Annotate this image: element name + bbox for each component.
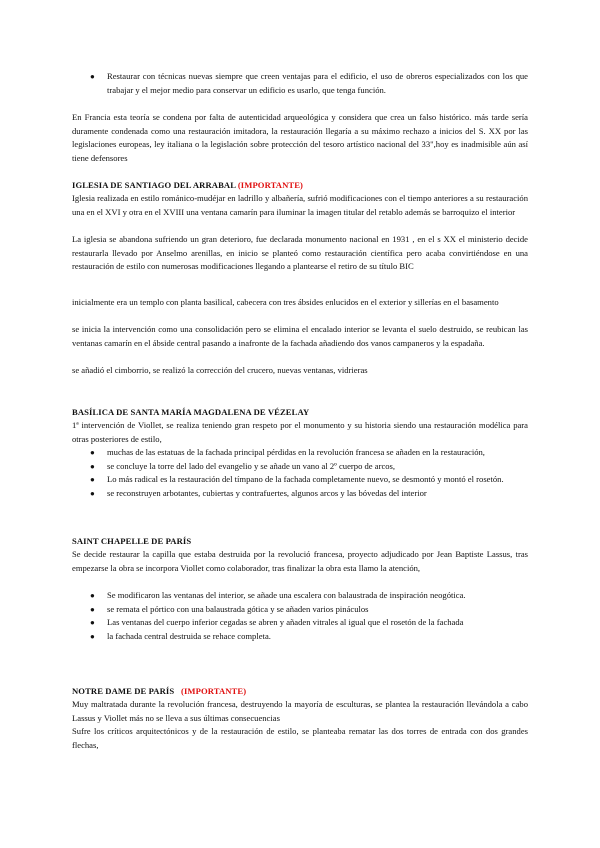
- list-item: [72, 616, 528, 630]
- important-tag: (IMPORTANTE): [237, 180, 304, 190]
- bullet-text: Se modificaron las ventanas del interior, se añade una escalera con balaustrada de inspiración neogótica.: [107, 590, 466, 600]
- bullet-text: se reconstruyen arbotantes, cubiertas y contrafuertes, algunos arcos y las bóvedas del interior: [107, 487, 427, 498]
- santiago-paragraph-1: Iglesia realizada en estilo románico-mudéjar en ladrillo y albañería, sufrió modificaciones con el tiempo anteriores a su restauración una en el XVI y otra en el XVIII una ventana camarín para iluminar la imagen titular del retablo además se barroquizo el interior: [72, 193, 528, 217]
- bullet-icon: ●: [90, 631, 95, 641]
- bullet-icon: ●: [90, 475, 95, 485]
- section-heading-chapelle: SAINT CHAPELLE DE PARÍS: [72, 536, 192, 546]
- list-item: [72, 487, 528, 501]
- bullet-icon: ●: [90, 448, 95, 457]
- section-heading-notredame: [72, 685, 528, 699]
- chapelle-bullet-list: [72, 589, 528, 643]
- bullet-text: la fachada central destruida se rehace completa.: [107, 630, 271, 641]
- heading-text: IGLESIA DE SANTIAGO DEL ARRABAL: [72, 180, 236, 190]
- bullet-icon: ●: [90, 488, 95, 498]
- list-item: [72, 630, 528, 644]
- bullet-icon: ●: [90, 591, 95, 600]
- bullet-text: Restaurar con técnicas nuevas siempre que creen ventajas para el edificio, el uso de obreros especializados con los que trabajar y el mejor medio para conservar un edificio es usarlo, que tenga función.: [107, 71, 528, 95]
- santiago-paragraph-5: se añadió el cimborrio, se realizó la corrección del crucero, nuevas ventanas, vidrieras: [72, 365, 368, 375]
- bullet-icon: ●: [90, 604, 95, 614]
- santiago-paragraph-2: La iglesia se abandona sufriendo un gran deterioro, fue declarada monumento nacional en 1931 , en el s XX el ministerio decide restaurarla llevado por Anselmo arenillas, en inicio se planteó como restauración científica pero acaba convirtiéndose en una restauración de estilo con numerosas modificaciones llegando a plantearse el retiro de su título BIC: [72, 234, 528, 272]
- vezelay-bullet-list: [72, 446, 528, 500]
- list-item: [72, 70, 528, 97]
- vezelay-paragraph-1: 1ª intervención de Viollet, se realiza teniendo gran respeto por el monumento y su historia siendo una restauración modélica para otras posteriores de estilo,: [72, 420, 528, 444]
- bullet-icon: ●: [90, 618, 95, 628]
- bullet-icon: ●: [90, 72, 95, 81]
- notredame-paragraph-1: Muy maltratada durante la revolución francesa, destruyendo la mayoría de esculturas, se plantea la restauración llevándola a cabo Lassus y Viollet más no se lleva a sus últimas consecuencias: [72, 699, 528, 723]
- bullet-text: se remata el pórtico con una balaustrada gótica y se añaden varios pináculos: [107, 603, 369, 614]
- bullet-text: Lo más radical es la restauración del tímpano de la fachada completamente nuevo, se desmontó y montó el rosetón.: [107, 474, 504, 485]
- list-item: [72, 589, 528, 603]
- bullet-icon: ●: [90, 461, 95, 471]
- santiago-paragraph-4: se inicia la intervención como una consolidación pero se elimina el encalado interior se levanta el suelo destruido, se reubican las ventanas camarín en el ábside central pasando a inafronte de la fachada añadiendo dos vanos campaneros y la espadaña.: [72, 324, 528, 348]
- bullet-text: se concluye la torre del lado del evangelio y se añade un vano al 2º cuerpo de arcos,: [107, 460, 396, 471]
- section-heading-vezelay: BASÍLICA DE SANTA MARÍA MAGDALENA DE VÉZELAY: [72, 407, 310, 417]
- intro-paragraph: En Francia esta teoría se condena por falta de autenticidad arqueológica y considera que crea un falso histórico. más tarde sería duramente condenada como una restauración imitadora, la restauración llegaría a su máximo rechazo a inicios del S. XX por las legislaciones europeas, ley italiana o la legislación sobre protección del tesoro artístico nacional del 33",hoy es inadmisible aún así tiene defensores: [72, 112, 528, 163]
- bullet-text: muchas de las estatuas de la fachada principal pérdidas en la revolución francesa se añaden en la restauración,: [107, 447, 485, 457]
- chapelle-paragraph-1: Se decide restaurar la capilla que estaba destruida por la revolució francesa, proyecto adjudicado por Jean Baptiste Lassus, tras empezarse la obra se incorpora Viollet como colaborador, tras finalizar la obra esta llamo la atención,: [72, 549, 528, 573]
- notredame-paragraph-2: Sufre los críticos arquitectónicos y de la restauración de estilo, se planteaba rematar las dos torres de entrada con dos grandes flechas,: [72, 726, 528, 750]
- santiago-paragraph-3: inicialmente era un templo con planta basilical, cabecera con tres ábsides enlucidos en el exterior y sillerías en el basamento: [72, 297, 499, 307]
- heading-text: NOTRE DAME DE PARÍS: [72, 686, 175, 696]
- list-item: [72, 473, 528, 487]
- list-item: [72, 446, 528, 460]
- list-item: [72, 603, 528, 617]
- bullet-text: Las ventanas del cuerpo inferior cegadas se abren y añaden vitrales al igual que el rosetón de la fachada: [107, 617, 464, 628]
- section-heading-santiago: [72, 179, 528, 193]
- important-tag: (IMPORTANTE): [181, 686, 247, 696]
- list-item: [72, 460, 528, 474]
- top-bullet-list: [72, 70, 528, 97]
